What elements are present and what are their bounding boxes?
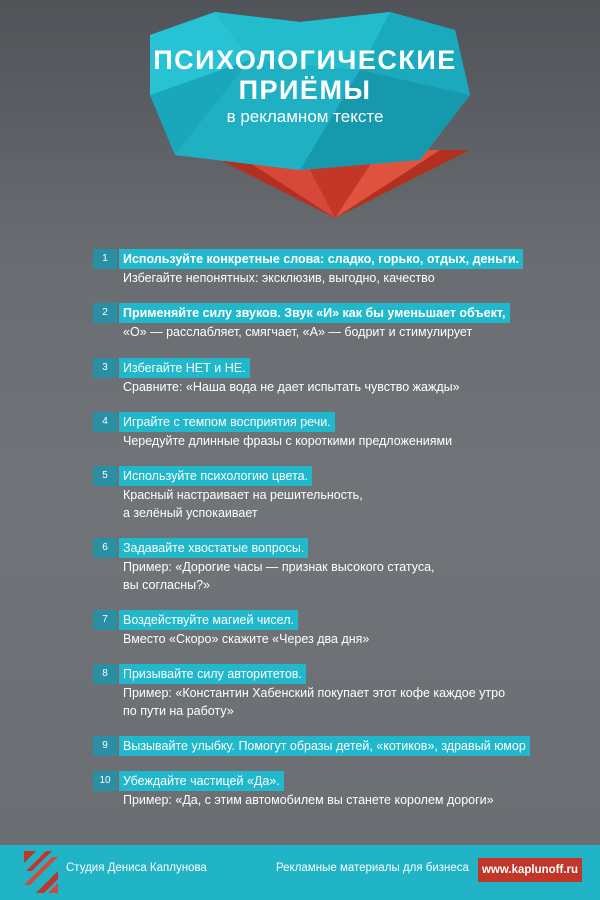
header-banner bbox=[0, 0, 600, 240]
item-heading: Применяйте силу звуков. Звук «И» как бы уменьшает объект, bbox=[119, 303, 510, 323]
item-description: Вместо «Скоро» скажите «Через два дня» bbox=[123, 632, 370, 646]
item-description: Чередуйте длинные фразы с короткими предложениями bbox=[123, 434, 453, 448]
footer bbox=[0, 845, 600, 900]
page-title-line1: ПСИХОЛОГИЧЕСКИЕ bbox=[153, 45, 457, 75]
item-description: Избегайте непонятных: эксклюзив, выгодно, качество bbox=[123, 271, 435, 285]
item-number: 5 bbox=[93, 466, 117, 486]
item-heading: Вызывайте улыбку. Помогут образы детей, «котиков», здравый юмор bbox=[119, 736, 530, 756]
page-subtitle: в рекламном тексте bbox=[226, 107, 384, 126]
item-description: «О» — расслабляет, смягчает, «А» — бодрит и стимулирует bbox=[123, 325, 473, 339]
website-link-button[interactable]: www.kaplunoff.ru bbox=[478, 858, 582, 882]
item-heading: Убеждайте частицей «Да». bbox=[119, 771, 284, 791]
item-number: 1 bbox=[93, 249, 117, 269]
footer-tagline: Рекламные материалы для бизнеса bbox=[276, 862, 469, 874]
item-heading: Используйте психологию цвета. bbox=[119, 466, 312, 486]
item-number: 7 bbox=[93, 610, 117, 630]
item-description: Красный настраивает на решительность, а зелёный успокаивает bbox=[123, 488, 363, 520]
item-description: Сравните: «Наша вода не дает испытать чувство жажды» bbox=[123, 380, 460, 394]
item-description: Пример: «Дорогие часы — признак высокого статуса, вы согласны?» bbox=[123, 560, 435, 592]
item-number: 2 bbox=[93, 303, 117, 323]
item-heading: Играйте с темпом восприятия речи. bbox=[119, 412, 335, 432]
item-number: 9 bbox=[93, 736, 117, 756]
item-number: 4 bbox=[93, 412, 117, 432]
item-number: 10 bbox=[93, 771, 117, 791]
item-number: 8 bbox=[93, 664, 117, 684]
page-title-line2: ПРИЁМЫ bbox=[238, 75, 372, 105]
item-description: Пример: «Да, с этим автомобилем вы станете королем дороги» bbox=[123, 793, 494, 807]
item-number: 3 bbox=[93, 358, 117, 378]
item-heading: Воздействуйте магией чисел. bbox=[119, 610, 298, 630]
studio-name: Студия Дениса Каплунова bbox=[66, 862, 207, 874]
item-heading: Избегайте НЕТ и НЕ. bbox=[119, 358, 250, 378]
item-heading: Задавайте хвостатые вопросы. bbox=[119, 538, 308, 558]
item-number: 6 bbox=[93, 538, 117, 558]
studio-logo-icon bbox=[22, 849, 60, 900]
item-heading: Используйте конкретные слова: сладко, горько, отдых, деньги. bbox=[119, 249, 523, 269]
item-description: Пример: «Константин Хабенский покупает этот кофе каждое утро по пути на работу» bbox=[123, 686, 506, 718]
item-heading: Призывайте силу авторитетов. bbox=[119, 664, 306, 684]
